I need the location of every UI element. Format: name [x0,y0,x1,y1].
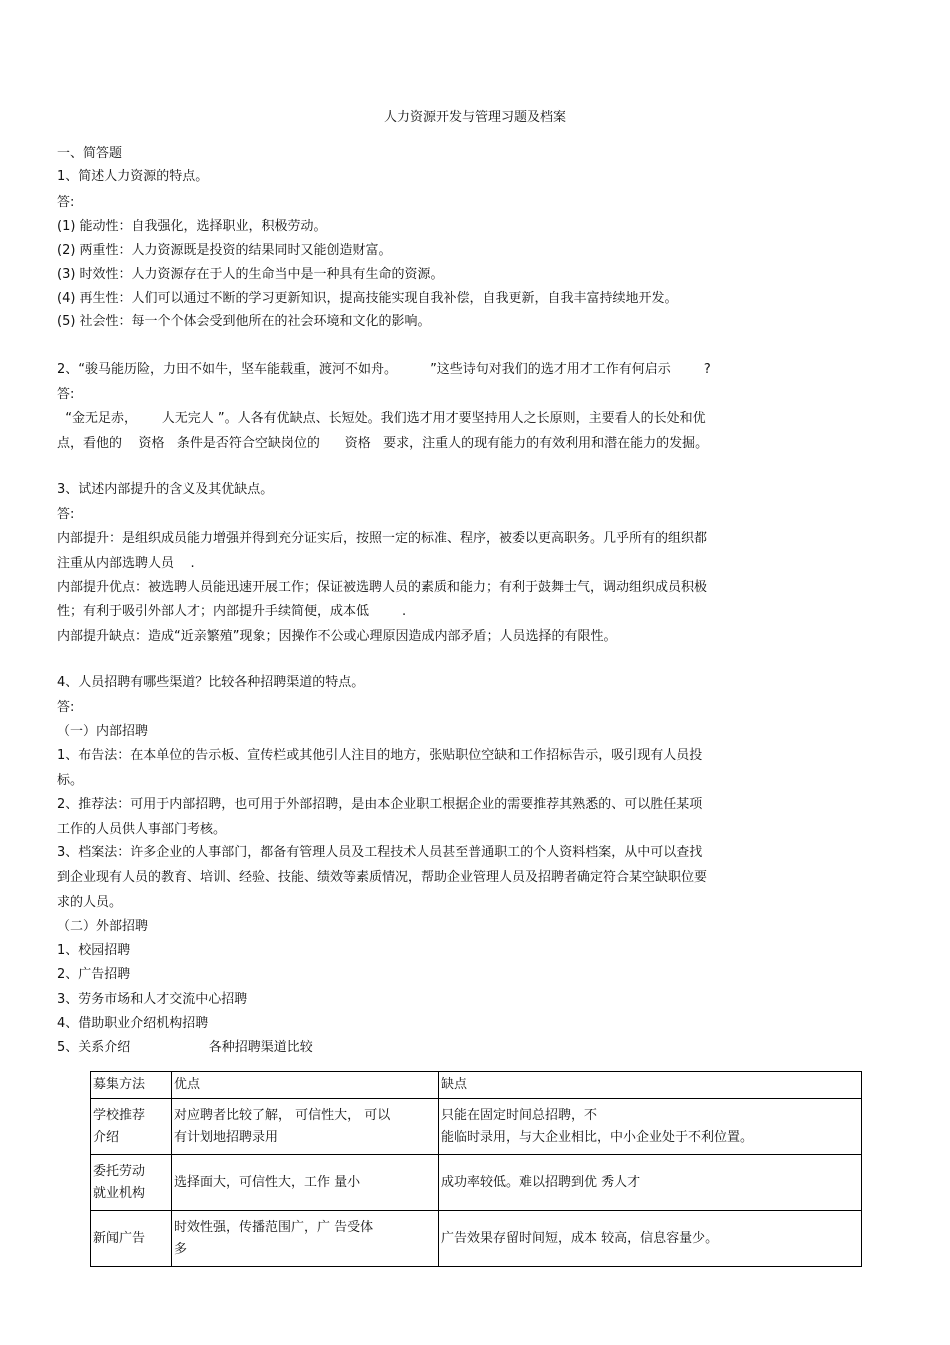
text-line: (1) 能动性：自我强化，选择职业，积极劳动。 [57,219,327,234]
text-line: 答: [57,700,75,715]
text-line: 1、校园招聘 [57,943,131,958]
text-line: (2) 两重性：人力资源既是投资的结果同时又能创造财富。 [57,243,392,258]
text-line: 性；有利于吸引外部人才；内部提升手续简便，成本低 . [57,604,407,619]
text-line: 点，看他的 资格 条件是否符合空缺岗位的 资格 要求，注重人的现有能力的有效利用和潜在能力的发掘。 [57,436,709,451]
table-row [91,1211,862,1267]
table-cell: 新闻广告 [91,1211,172,1267]
table-cell: 时效性强，传播范围广，广 告受体 多 [172,1211,439,1267]
document-title: 人力资源开发与管理习题及档案 [383,110,566,125]
table-row [91,1099,862,1155]
text-line: 标。 [57,773,84,788]
text-line: （二）外部招聘 [57,919,149,934]
text-line: 2、广告招聘 [57,967,131,982]
text-line: 注重从内部选聘人员 . [57,556,195,571]
text-line: (5) 社会性：每一个个体会受到他所在的社会环境和文化的影响。 [57,314,431,329]
text-line: 3、档案法：许多企业的人事部门，都备有管理人员及工程技术人员甚至普通职工的个人资料档案，从中可以查找 [57,845,703,860]
table-cell: 只能在固定时间总招聘，不 能临时录用，与大企业相比，中小企业处于不利位置。 [439,1099,862,1155]
text-line: 3、试述内部提升的含义及其优缺点。 [57,482,274,497]
text-line: 一、简答题 [57,146,123,161]
table-header-row [91,1072,862,1099]
table-cell: 广告效果存留时间短，成本 较高，信息容量少。 [439,1211,862,1267]
text-line: 4、人员招聘有哪些渠道？比较各种招聘渠道的特点。 [57,675,365,690]
text-line: 内部提升：是组织成员能力增强并得到充分证实后，按照一定的标准、程序，被委以更高职务。几乎所有的组织都 [57,531,708,546]
text-line: 4、借助职业介绍机构招聘 [57,1016,209,1031]
text-line: 1、简述人力资源的特点。 [57,169,209,184]
table-row [91,1155,862,1211]
text-line: 答: [57,387,75,402]
text-line: （一）内部招聘 [57,724,149,739]
recruitment-comparison-table [90,1071,862,1267]
text-line: 3、劳务市场和人才交流中心招聘 [57,992,248,1007]
text-line: 内部提升优点：被选聘人员能迅速开展工作；保证被选聘人员的素质和能力；有利于鼓舞士气，调动组织成员积极 [57,580,708,595]
table-cell: 委托劳动 就业机构 [91,1155,172,1211]
text-line: 到企业现有人员的教育、培训、经验、技能、绩效等素质情况，帮助企业管理人员及招聘者确定符合某空缺职位要 [57,870,708,885]
table-cell: 选择面大，可信性大，工作 量小 [172,1155,439,1211]
text-line: 2、推荐法：可用于内部招聘，也可用于外部招聘，是由本企业职工根据企业的需要推荐其熟悉的、可以胜任某项 [57,797,703,812]
text-line: 求的人员。 [57,895,123,910]
text-line: 答: [57,507,75,522]
text-line: “金无足赤， 人无完人 ”。人各有优缺点、长短处。我们选才用才要坚持用人之长原则，主要看人的长处和优 [57,411,706,426]
table-cell: 成功率较低。难以招聘到优 秀人才 [439,1155,862,1211]
text-line: 5、关系介绍 各种招聘渠道比较 [57,1040,313,1055]
table-header-cell: 募集方法 [91,1072,172,1099]
text-line: (3) 时效性：人力资源存在于人的生命当中是一种具有生命的资源。 [57,267,444,282]
text-line: 工作的人员供人事部门考核。 [57,822,227,837]
text-line: 2、“骏马能历险，力田不如牛，坚车能载重，渡河不如舟。 ”这些诗句对我们的选才用才工作有何启示 ? [57,362,711,377]
table-cell: 学校推荐 介绍 [91,1099,172,1155]
text-line: 答: [57,195,75,210]
table-header-cell: 缺点 [439,1072,862,1099]
text-line: 内部提升缺点：造成“近亲繁殖”现象；因操作不公或心理原因造成内部矛盾；人员选择的有限性。 [57,629,617,644]
table-header-cell: 优点 [172,1072,439,1099]
text-line: (4) 再生性：人们可以通过不断的学习更新知识，提高技能实现自我补偿，自我更新，自我丰富持续地开发。 [57,291,678,306]
text-line: 1、布告法：在本单位的告示板、宣传栏或其他引人注目的地方，张贴职位空缺和工作招标告示，吸引现有人员投 [57,748,703,763]
table-cell: 对应聘者比较了解， 可信性大， 可以 有计划地招聘录用 [172,1099,439,1155]
